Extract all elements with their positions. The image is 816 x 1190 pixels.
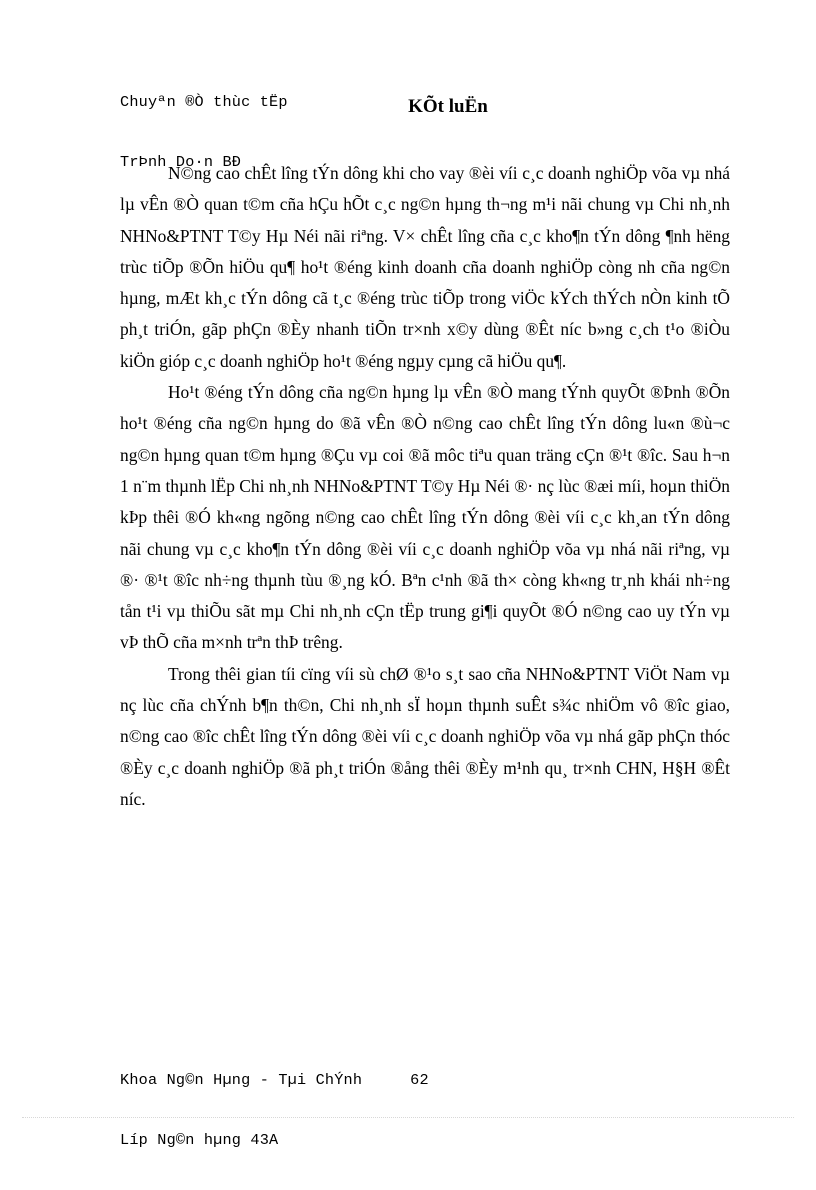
header-line-1: Chuyªn ®Ò thùc tËp (120, 93, 288, 111)
paragraph-3: Trong thêi gian tíi cïng víi sù chØ ®¹o s¸t sao cña NHNo&PTNT ViÖt Nam vµ nç lùc cña chÝnh b¶n th©n, Chi nh¸nh sÏ hoµn thµnh suÊt s¾c nhiÖm vô ®îc giao, n©ng cao ®îc chÊt lîng tÝn dông ®èi víi c¸c doanh nghiÖp võa vµ nhá gãp phÇn thóc ®Èy c¸c doanh nghiÖp ®ã ph¸t triÓn ®ång thêi ®Èy m¹nh qu¸ tr×nh CHN, H§H ®Êt níc. (120, 663, 730, 809)
body-text (120, 158, 730, 815)
page-number: 62 (410, 1071, 429, 1089)
paragraph-2: Ho¹t ®éng tÝn dông cña ng©n hµng lµ vÊn ®Ò mang tÝnh quyÕt ®Þnh ®Õn ho¹t ®éng cña ng©n hµng do ®ã vÊn ®Ò n©ng cao chÊt lîng tÝn dông lu«n ®ù¬c ng©n hµng quan t©m hµng ®Çu vµ coi ®ã môc tiªu quan träng cÇn ®¹t ®îc. Sau h¬n 1 n¨m thµnh lËp Chi nh¸nh NHNo&PTNT T©y Hµ Néi ®· nç lùc ®æi míi, hoµn thiÖn kÞp thêi ®Ó kh«ng ngõng n©ng cao chÊt lîng tÝn dông ®èi víi c¸c kh¸an tÝn dông nãi chung vµ c¸c kho¶n tÝn dông ®èi víi c¸c doanh nghiÖp võa vµ nhá nãi riªng, vµ ®· ®¹t ®îc nh÷ng thµnh tùu ®¸ng kÓ. Bªn c¹nh ®ã th× còng kh«ng tr¸nh khái nh÷ng tån t¹i vµ thiÕu sãt mµ Chi nh¸nh cÇn tËp trung gi¶i quyÕt ®Ó n©ng cao uy tÝn vµ vÞ thÕ cña m×nh trªn thÞ trêng. (120, 382, 730, 653)
footer-faculty: Khoa Ng©n Hµng - Tµi ChÝnh (120, 1071, 363, 1089)
page-footer (120, 1030, 429, 1190)
footer-class: Líp Ng©n hµng 43A (120, 1131, 279, 1149)
page-bottom-rule (22, 1117, 794, 1118)
paragraph-1: N©ng cao chÊt lîng tÝn dông khi cho vay ®èi víi c¸c doanh nghiÖp võa vµ nhá lµ vÊn ®Ò quan t©m cña hÇu hÕt c¸c ng©n hµng th¬ng m¹i nãi chung vµ Chi nh¸nh NHNo&PTNT T©y Hµ Néi nãi riªng. V× chÊt lîng cña c¸c kho¶n tÝn dông ¶nh hëng trùc tiÕp ®Õn hiÖu qu¶ ho¹t ®éng kinh doanh cña doanh nghiÖp còng nh cña ng©n hµng, mÆt kh¸c tÝn dông cã t¸c ®éng trùc tiÕp trong viÖc kÝch thÝch nÒn kinh tÕ ph¸t triÓn, gãp phÇn ®Èy nhanh tiÕn tr×nh x©y dùng ®Êt níc b»ng c¸ch t¹o ®iÒu kiÖn gióp c¸c doanh nghiÖp ho¹t ®éng ngµy cµng cã hiÖu qu¶. (120, 163, 730, 371)
section-title: KÕt luËn (408, 96, 488, 117)
footer-line-1 (120, 1070, 429, 1090)
header-line-2: TrÞnh Do·n BÐ (120, 153, 242, 171)
